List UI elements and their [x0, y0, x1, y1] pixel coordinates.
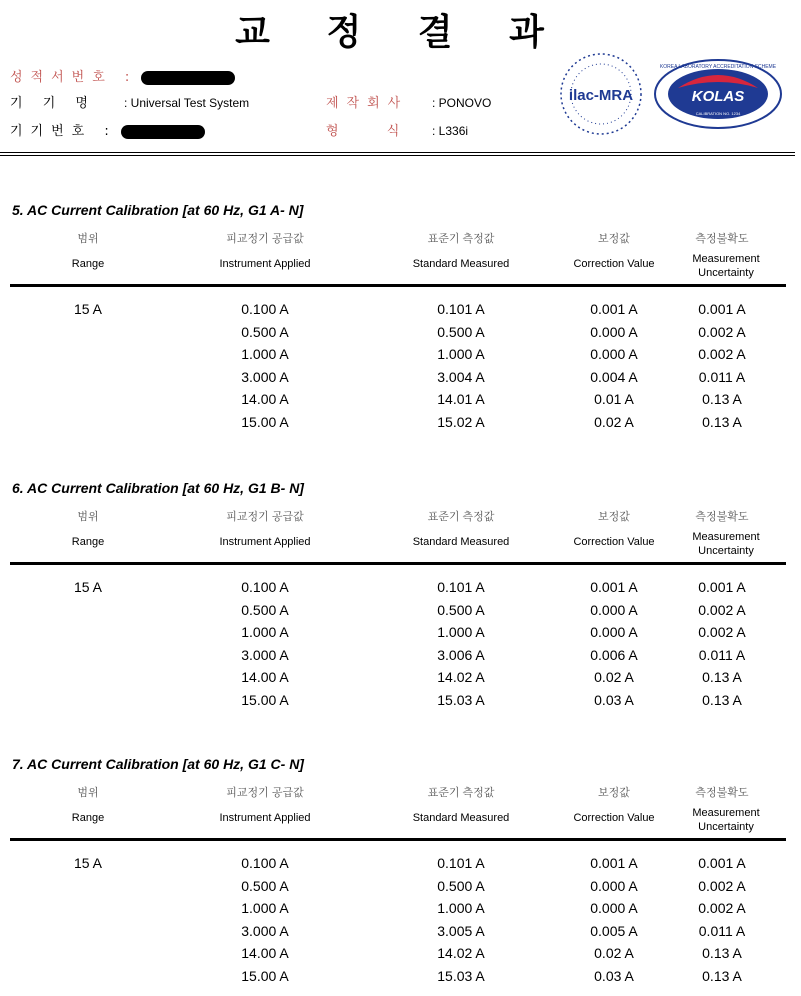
- measured-cell: 15.02 A: [437, 414, 485, 430]
- column-header-ko-range: 범위: [77, 511, 99, 523]
- uncertainty-header-line2: Uncertainty: [698, 267, 754, 279]
- uncertainty-cell: 0.13 A: [702, 669, 742, 686]
- uncertainty-cell: 0.011 A: [698, 646, 746, 663]
- measured-cell: 0.500 A: [437, 877, 485, 894]
- model-field: [326, 120, 468, 139]
- manufacturer-value: : PONOVO: [432, 96, 492, 110]
- applied-cell: 0.500 A: [241, 323, 289, 340]
- section-title: 5. AC Current Calibration [at 60 Hz, G1 A- N]: [12, 202, 304, 218]
- applied-cell: 0.500 A: [241, 601, 289, 618]
- applied-cell: 1.000 A: [241, 346, 289, 363]
- column-header-ko-uncertainty: 측정불확도: [695, 233, 749, 245]
- uncertainty-cell: 0.002 A: [698, 877, 746, 894]
- correction-cell: 0.005 A: [590, 922, 638, 939]
- page-title: 교 정 결 과: [235, 11, 566, 53]
- uncertainty-header-line2: Uncertainty: [698, 545, 754, 557]
- uncertainty-cell: 0.002 A: [698, 346, 746, 363]
- column-header-en-applied: Instrument Applied: [219, 812, 311, 824]
- measured-cell: 0.500 A: [437, 601, 485, 618]
- measured-cell: 15.03 A: [437, 692, 485, 708]
- applied-cell: 15.00 A: [241, 692, 289, 708]
- column-header-en-range: Range: [71, 536, 105, 548]
- correction-cell: 0.000 A: [590, 877, 638, 894]
- applied-cell: 1.000 A: [241, 624, 289, 641]
- column-header-ko-correction: 보정값: [598, 787, 630, 799]
- measured-cell: 14.02 A: [437, 945, 485, 962]
- measured-cell: 3.006 A: [437, 646, 485, 663]
- column-header-en-applied: Instrument Applied: [219, 536, 311, 548]
- applied-cell: 3.000 A: [241, 922, 289, 939]
- redacted-serial-no: [121, 125, 205, 139]
- uncertainty-cell: 0.001 A: [698, 301, 746, 317]
- applied-cell: 14.00 A: [241, 669, 289, 686]
- model-label: 형 식: [326, 124, 422, 139]
- applied-cell: 3.000 A: [241, 646, 289, 663]
- column-header-ko-correction: 보정값: [598, 511, 630, 523]
- applied-cell: 0.100 A: [241, 301, 289, 317]
- column-header-ko-range: 범위: [77, 787, 99, 799]
- measured-cell: 0.101 A: [437, 855, 485, 871]
- model-value: : L336i: [432, 124, 469, 138]
- column-header-ko-correction: 보정값: [598, 233, 630, 245]
- column-header-en-correction: Correction Value: [573, 536, 655, 548]
- column-header-en-measured: Standard Measured: [412, 536, 510, 548]
- column-header-en-applied: Instrument Applied: [219, 258, 311, 270]
- correction-cell: 0.000 A: [590, 601, 638, 618]
- applied-cell: 14.00 A: [241, 945, 289, 962]
- column-header-ko-applied: 피교정기 공급값: [226, 511, 304, 523]
- correction-cell: 0.001 A: [590, 855, 638, 871]
- measured-cell: 1.000 A: [437, 346, 485, 363]
- uncertainty-cell: 0.002 A: [698, 323, 746, 340]
- uncertainty-header-line1: Measurement: [692, 531, 760, 543]
- correction-cell: 0.000 A: [590, 346, 638, 363]
- uncertainty-header-line1: Measurement: [692, 807, 760, 819]
- uncertainty-header-line2: Uncertainty: [698, 821, 754, 833]
- column-header-ko-applied: 피교정기 공급값: [226, 787, 304, 799]
- redacted-cert-no: [141, 71, 235, 85]
- uncertainty-cell: 0.002 A: [698, 900, 746, 917]
- column-header-ko-uncertainty: 측정불확도: [695, 787, 749, 799]
- applied-cell: 15.00 A: [241, 414, 289, 430]
- uncertainty-cell: 0.13 A: [702, 414, 742, 430]
- uncertainty-header-line1: Measurement: [692, 253, 760, 265]
- ilac-logo-text: ilac-MRA: [568, 87, 634, 104]
- section-title: 7. AC Current Calibration [at 60 Hz, G1 C- N]: [12, 756, 304, 772]
- column-header-en-measured: Standard Measured: [412, 812, 510, 824]
- uncertainty-cell: 0.13 A: [702, 692, 742, 708]
- uncertainty-cell: 0.011 A: [698, 368, 746, 385]
- correction-cell: 0.000 A: [590, 900, 638, 917]
- measured-cell: 3.005 A: [437, 922, 485, 939]
- measured-cell: 14.01 A: [437, 391, 485, 408]
- column-header-ko-measured: 표준기 측정값: [427, 511, 495, 523]
- section-title: 6. AC Current Calibration [at 60 Hz, G1 B- N]: [12, 480, 304, 496]
- measured-cell: 0.101 A: [437, 579, 485, 595]
- column-header-ko-measured: 표준기 측정값: [427, 233, 495, 245]
- applied-cell: 1.000 A: [241, 900, 289, 917]
- calibration-section: [0, 202, 801, 442]
- device-name-field: [10, 92, 249, 111]
- kolas-ring-text: KOREA LABORATORY ACCREDITATION SCHEME: [659, 64, 777, 70]
- applied-cell: 0.100 A: [241, 579, 289, 595]
- manufacturer-label: 제작회사: [326, 96, 409, 111]
- serial-no-label: 기기번호 :: [10, 124, 117, 139]
- measured-cell: 0.500 A: [437, 323, 485, 340]
- column-header-en-uncertainty: [692, 806, 759, 834]
- applied-cell: 3.000 A: [241, 368, 289, 385]
- uncertainty-cell: 0.13 A: [702, 391, 742, 408]
- column-header-en-uncertainty: [692, 530, 759, 558]
- correction-cell: 0.02 A: [594, 669, 634, 686]
- column-header-ko-applied: 피교정기 공급값: [226, 233, 304, 245]
- measured-cell: 1.000 A: [437, 900, 485, 917]
- device-name-label: 기 기 명: [10, 96, 96, 111]
- correction-cell: 0.004 A: [590, 368, 638, 385]
- calibration-section: [0, 756, 801, 996]
- uncertainty-cell: 0.001 A: [698, 579, 746, 595]
- column-header-en-uncertainty: [692, 252, 759, 280]
- column-header-en-correction: Correction Value: [573, 258, 655, 270]
- correction-cell: 0.03 A: [594, 692, 634, 708]
- serial-no-field: [10, 120, 205, 139]
- correction-cell: 0.03 A: [594, 968, 634, 984]
- correction-cell: 0.000 A: [590, 323, 638, 340]
- correction-cell: 0.02 A: [594, 414, 634, 430]
- header-rule: [10, 284, 786, 287]
- column-header-en-range: Range: [71, 258, 105, 270]
- header-divider-top: [0, 152, 795, 153]
- header-rule: [10, 562, 786, 565]
- applied-cell: 0.500 A: [241, 877, 289, 894]
- uncertainty-cell: 0.002 A: [698, 601, 746, 618]
- column-header-en-range: Range: [71, 812, 105, 824]
- range-cell: 15 A: [73, 301, 103, 317]
- device-name-value: : Universal Test System: [124, 96, 250, 110]
- applied-cell: 15.00 A: [241, 968, 289, 984]
- range-cell: 15 A: [73, 579, 103, 595]
- uncertainty-cell: 0.13 A: [702, 968, 742, 984]
- calibration-section: [0, 480, 801, 720]
- applied-cell: 0.100 A: [241, 855, 289, 871]
- kolas-sub-text: CALIBRATION NO. 1234: [695, 111, 741, 116]
- uncertainty-cell: 0.13 A: [702, 945, 742, 962]
- measured-cell: 15.03 A: [437, 968, 485, 984]
- column-header-ko-range: 범위: [77, 233, 99, 245]
- measured-cell: 3.004 A: [437, 368, 485, 385]
- kolas-logo-text: KOLAS: [691, 88, 745, 105]
- header-rule: [10, 838, 786, 841]
- measured-cell: 0.101 A: [437, 301, 485, 317]
- header-divider-bottom: [0, 155, 795, 156]
- measured-cell: 14.02 A: [437, 669, 485, 686]
- correction-cell: 0.001 A: [590, 579, 638, 595]
- kolas-logo: [653, 58, 783, 130]
- column-header-ko-measured: 표준기 측정값: [427, 787, 495, 799]
- correction-cell: 0.006 A: [590, 646, 638, 663]
- correction-cell: 0.01 A: [594, 391, 634, 408]
- column-header-en-correction: Correction Value: [573, 812, 655, 824]
- cert-no-field: [10, 66, 235, 85]
- correction-cell: 0.001 A: [590, 301, 638, 317]
- correction-cell: 0.02 A: [594, 945, 634, 962]
- column-header-en-measured: Standard Measured: [412, 258, 510, 270]
- manufacturer-field: [326, 92, 491, 111]
- column-header-ko-uncertainty: 측정불확도: [695, 511, 749, 523]
- uncertainty-cell: 0.002 A: [698, 624, 746, 641]
- uncertainty-cell: 0.011 A: [698, 922, 746, 939]
- measured-cell: 1.000 A: [437, 624, 485, 641]
- ilac-mra-logo: [559, 52, 643, 136]
- uncertainty-cell: 0.001 A: [698, 855, 746, 871]
- applied-cell: 14.00 A: [241, 391, 289, 408]
- correction-cell: 0.000 A: [590, 624, 638, 641]
- range-cell: 15 A: [73, 855, 103, 871]
- cert-no-label: 성적서번호 :: [10, 70, 138, 85]
